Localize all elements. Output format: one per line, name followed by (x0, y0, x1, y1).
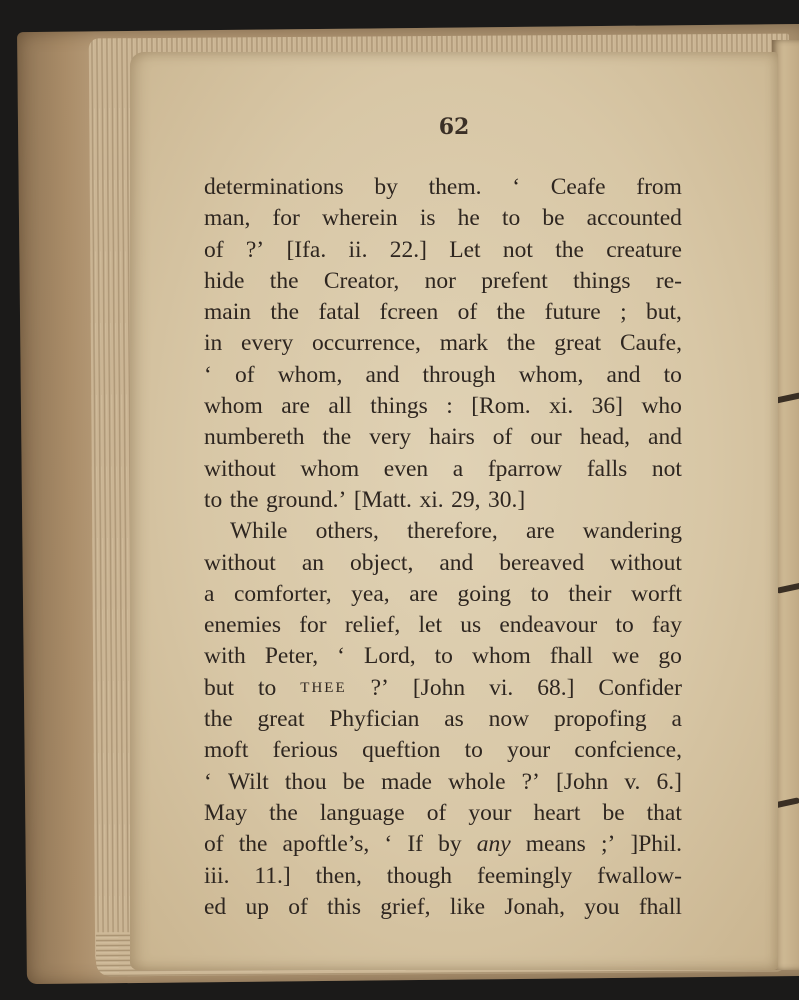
word: object, (350, 549, 414, 576)
word: the (269, 267, 299, 294)
word: man, (204, 205, 251, 232)
word: to (258, 674, 277, 701)
word: we (611, 643, 640, 670)
word: going (457, 580, 511, 607)
word: Wilt (227, 768, 269, 795)
word: xi. (549, 393, 574, 420)
word: and (439, 549, 474, 576)
word: 6.] (656, 768, 682, 795)
word: but (204, 674, 235, 701)
text-line (204, 328, 682, 359)
word: are (409, 580, 438, 607)
word: fhall (549, 643, 593, 670)
word: go (658, 643, 682, 670)
word: others, (315, 518, 379, 545)
text-line (204, 516, 682, 547)
word: ‘ (337, 643, 345, 670)
word: nor (424, 267, 456, 294)
word: ?’ (370, 674, 389, 701)
word: 29, (451, 486, 481, 513)
word: the (270, 299, 300, 326)
word: and (648, 424, 682, 451)
word: from (636, 174, 682, 200)
word: the (506, 330, 536, 357)
word: [John (555, 768, 609, 795)
word: whom (472, 643, 531, 670)
word: but, (646, 299, 682, 326)
word: made (381, 768, 432, 795)
word: even (383, 455, 429, 482)
word: 22.] (389, 236, 427, 263)
word: to (615, 612, 634, 639)
word: ;’ (600, 831, 616, 858)
word: grief, (380, 893, 431, 920)
word: to (663, 361, 682, 388)
word: of (204, 831, 224, 858)
word: then, (315, 862, 362, 889)
word: their (568, 580, 612, 607)
text-line (204, 266, 682, 297)
word: the (229, 486, 259, 513)
word: Lord, (364, 643, 416, 670)
word: to (501, 205, 521, 232)
word: propofing (553, 706, 647, 733)
text-line (204, 235, 682, 266)
word: of (204, 236, 224, 263)
word: whom, (277, 361, 343, 388)
word: Phyfician (329, 706, 420, 733)
text-line (204, 610, 682, 641)
book-page (130, 52, 778, 970)
word: yea, (351, 580, 390, 607)
word: that (646, 799, 682, 826)
word: up (245, 893, 269, 920)
word: Let (449, 236, 481, 263)
word: feemingly (476, 862, 573, 889)
word: [Matt. (353, 486, 412, 513)
body-text (204, 172, 682, 923)
word: an (301, 549, 325, 576)
word: for (272, 205, 300, 232)
word: the (238, 831, 268, 858)
word: like (449, 893, 486, 920)
word: who (641, 393, 682, 420)
word: occurrence, (312, 330, 421, 357)
text-line (204, 641, 682, 672)
word: for (299, 612, 327, 639)
word: creature (606, 236, 682, 263)
word: ‘ (204, 768, 212, 795)
word: to (464, 737, 483, 764)
word: this (327, 893, 362, 920)
word: of (234, 361, 255, 388)
text-line (204, 454, 682, 485)
word: as (444, 706, 464, 733)
word: worft (631, 580, 682, 607)
word: therefore, (407, 518, 498, 545)
word: [John (412, 674, 466, 701)
word: whole (448, 768, 506, 795)
word: 11.] (254, 862, 291, 889)
word: of (288, 893, 308, 920)
word: Confider (598, 674, 682, 701)
text-line (204, 391, 682, 422)
word: fwallow- (597, 862, 682, 889)
word: the (555, 236, 584, 263)
word: hide (204, 267, 245, 294)
word: without (204, 549, 276, 576)
word: main (204, 299, 251, 326)
word: not (502, 236, 533, 263)
text-line (204, 203, 682, 234)
text-line (204, 704, 682, 735)
page-number: 62 (438, 114, 470, 140)
word: in (204, 330, 223, 357)
text-line (204, 579, 682, 610)
word: apoftle’s, (282, 831, 370, 858)
word: thou (284, 768, 327, 795)
word: he (457, 205, 480, 232)
text-line (204, 892, 682, 923)
word: through (422, 361, 496, 388)
word: numbereth (204, 424, 305, 451)
word: our (530, 424, 562, 451)
word: re- (655, 267, 682, 294)
word: [Rom. (471, 393, 531, 420)
word: mark (439, 330, 488, 357)
word: things (370, 393, 428, 420)
word: fay (651, 612, 682, 639)
word: by (438, 831, 462, 858)
word: whom (204, 393, 263, 420)
word: any (476, 831, 511, 858)
text-line (204, 360, 682, 391)
word: prefent (481, 267, 548, 294)
word: let (418, 612, 443, 639)
word: 36] (591, 393, 623, 420)
word: relief, (344, 612, 401, 639)
word: ed (204, 893, 227, 920)
text-line (204, 548, 682, 579)
word: heart (533, 799, 581, 826)
word: very (369, 424, 412, 451)
text-line (204, 422, 682, 453)
word: of (492, 424, 513, 451)
word: moft (204, 737, 249, 764)
word: the (322, 424, 352, 451)
word: While (230, 518, 288, 545)
word: of (426, 799, 447, 826)
word: enemies (204, 612, 281, 639)
word: 30.] (488, 486, 526, 513)
word: Ceafe (550, 174, 606, 200)
word: the (269, 799, 298, 826)
word: a (452, 455, 464, 482)
word: Jonah, (504, 893, 566, 920)
word: ]Phil. (630, 831, 682, 858)
word: to (530, 580, 549, 607)
word: ferious (272, 737, 338, 764)
text-line (204, 172, 682, 203)
text-line (204, 861, 682, 892)
word: a (671, 706, 682, 733)
word: language (319, 799, 405, 826)
word: fatal (318, 299, 361, 326)
word: you (584, 893, 620, 920)
word: a (204, 580, 215, 607)
word: head, (579, 424, 631, 451)
word: with (204, 643, 246, 670)
word: all (328, 393, 352, 420)
word: ?’ (245, 236, 265, 263)
word: confcience, (574, 737, 682, 764)
word: 68.] (537, 674, 575, 701)
text-line (204, 829, 682, 860)
word: queftion (362, 737, 441, 764)
word: [Ifa. (286, 236, 327, 263)
word: xi. (419, 486, 444, 513)
word: bereaved (499, 549, 585, 576)
word: are (525, 518, 555, 545)
word: ii. (348, 236, 368, 263)
word: wandering (582, 518, 682, 545)
word: v. (624, 768, 641, 795)
word: your (468, 799, 512, 826)
text-line (204, 673, 682, 704)
word: comforter, (234, 580, 332, 607)
word: be (342, 768, 365, 795)
text-line (204, 485, 682, 516)
word: means (525, 831, 586, 858)
word: fhall (638, 893, 682, 920)
word: is (419, 205, 436, 232)
word: vi. (489, 674, 514, 701)
word: the (204, 706, 233, 733)
word: them. (428, 174, 482, 200)
word: If (407, 831, 424, 858)
word: ground.’ (266, 486, 347, 513)
text-line (204, 798, 682, 829)
word: future (544, 299, 601, 326)
word: hairs (429, 424, 475, 451)
word: wherein (322, 205, 398, 232)
word: the (496, 299, 526, 326)
word: to (204, 486, 223, 513)
word: and (365, 361, 400, 388)
word: Caufe, (619, 330, 682, 357)
word: ; (620, 299, 627, 326)
word: now (488, 706, 530, 733)
word: ‘ (204, 361, 212, 388)
word: be (602, 799, 625, 826)
word: iii. (204, 862, 230, 889)
word: ?’ (521, 768, 540, 795)
word: whom (300, 455, 360, 482)
word: Peter, (264, 643, 319, 670)
word: by (374, 174, 398, 200)
word: falls (586, 455, 628, 482)
word: to (434, 643, 453, 670)
word: of (457, 299, 478, 326)
word: be (542, 205, 565, 232)
word: things (573, 267, 631, 294)
word: accounted (586, 205, 682, 232)
word: whom, (518, 361, 584, 388)
word: and (606, 361, 641, 388)
word: are (281, 393, 310, 420)
word: endeavour (499, 612, 598, 639)
word: though (386, 862, 453, 889)
word: without (610, 549, 682, 576)
word: every (241, 330, 294, 357)
word: ‘ (512, 174, 521, 200)
word: your (507, 737, 551, 764)
word: great (257, 706, 305, 733)
text-line (204, 735, 682, 766)
word: fparrow (487, 455, 563, 482)
word: ‘ (384, 831, 393, 858)
word: THEE (300, 679, 347, 696)
page-tear (776, 582, 799, 594)
word: Creator, (323, 267, 400, 294)
word: great (554, 330, 602, 357)
word: us (460, 612, 482, 639)
text-line (204, 767, 682, 798)
text-line (204, 297, 682, 328)
word: : (446, 393, 453, 420)
word: May (204, 799, 248, 826)
word: not (651, 455, 682, 482)
word: fcreen (379, 299, 439, 326)
word: determinations (204, 174, 344, 200)
word: without (204, 455, 276, 482)
